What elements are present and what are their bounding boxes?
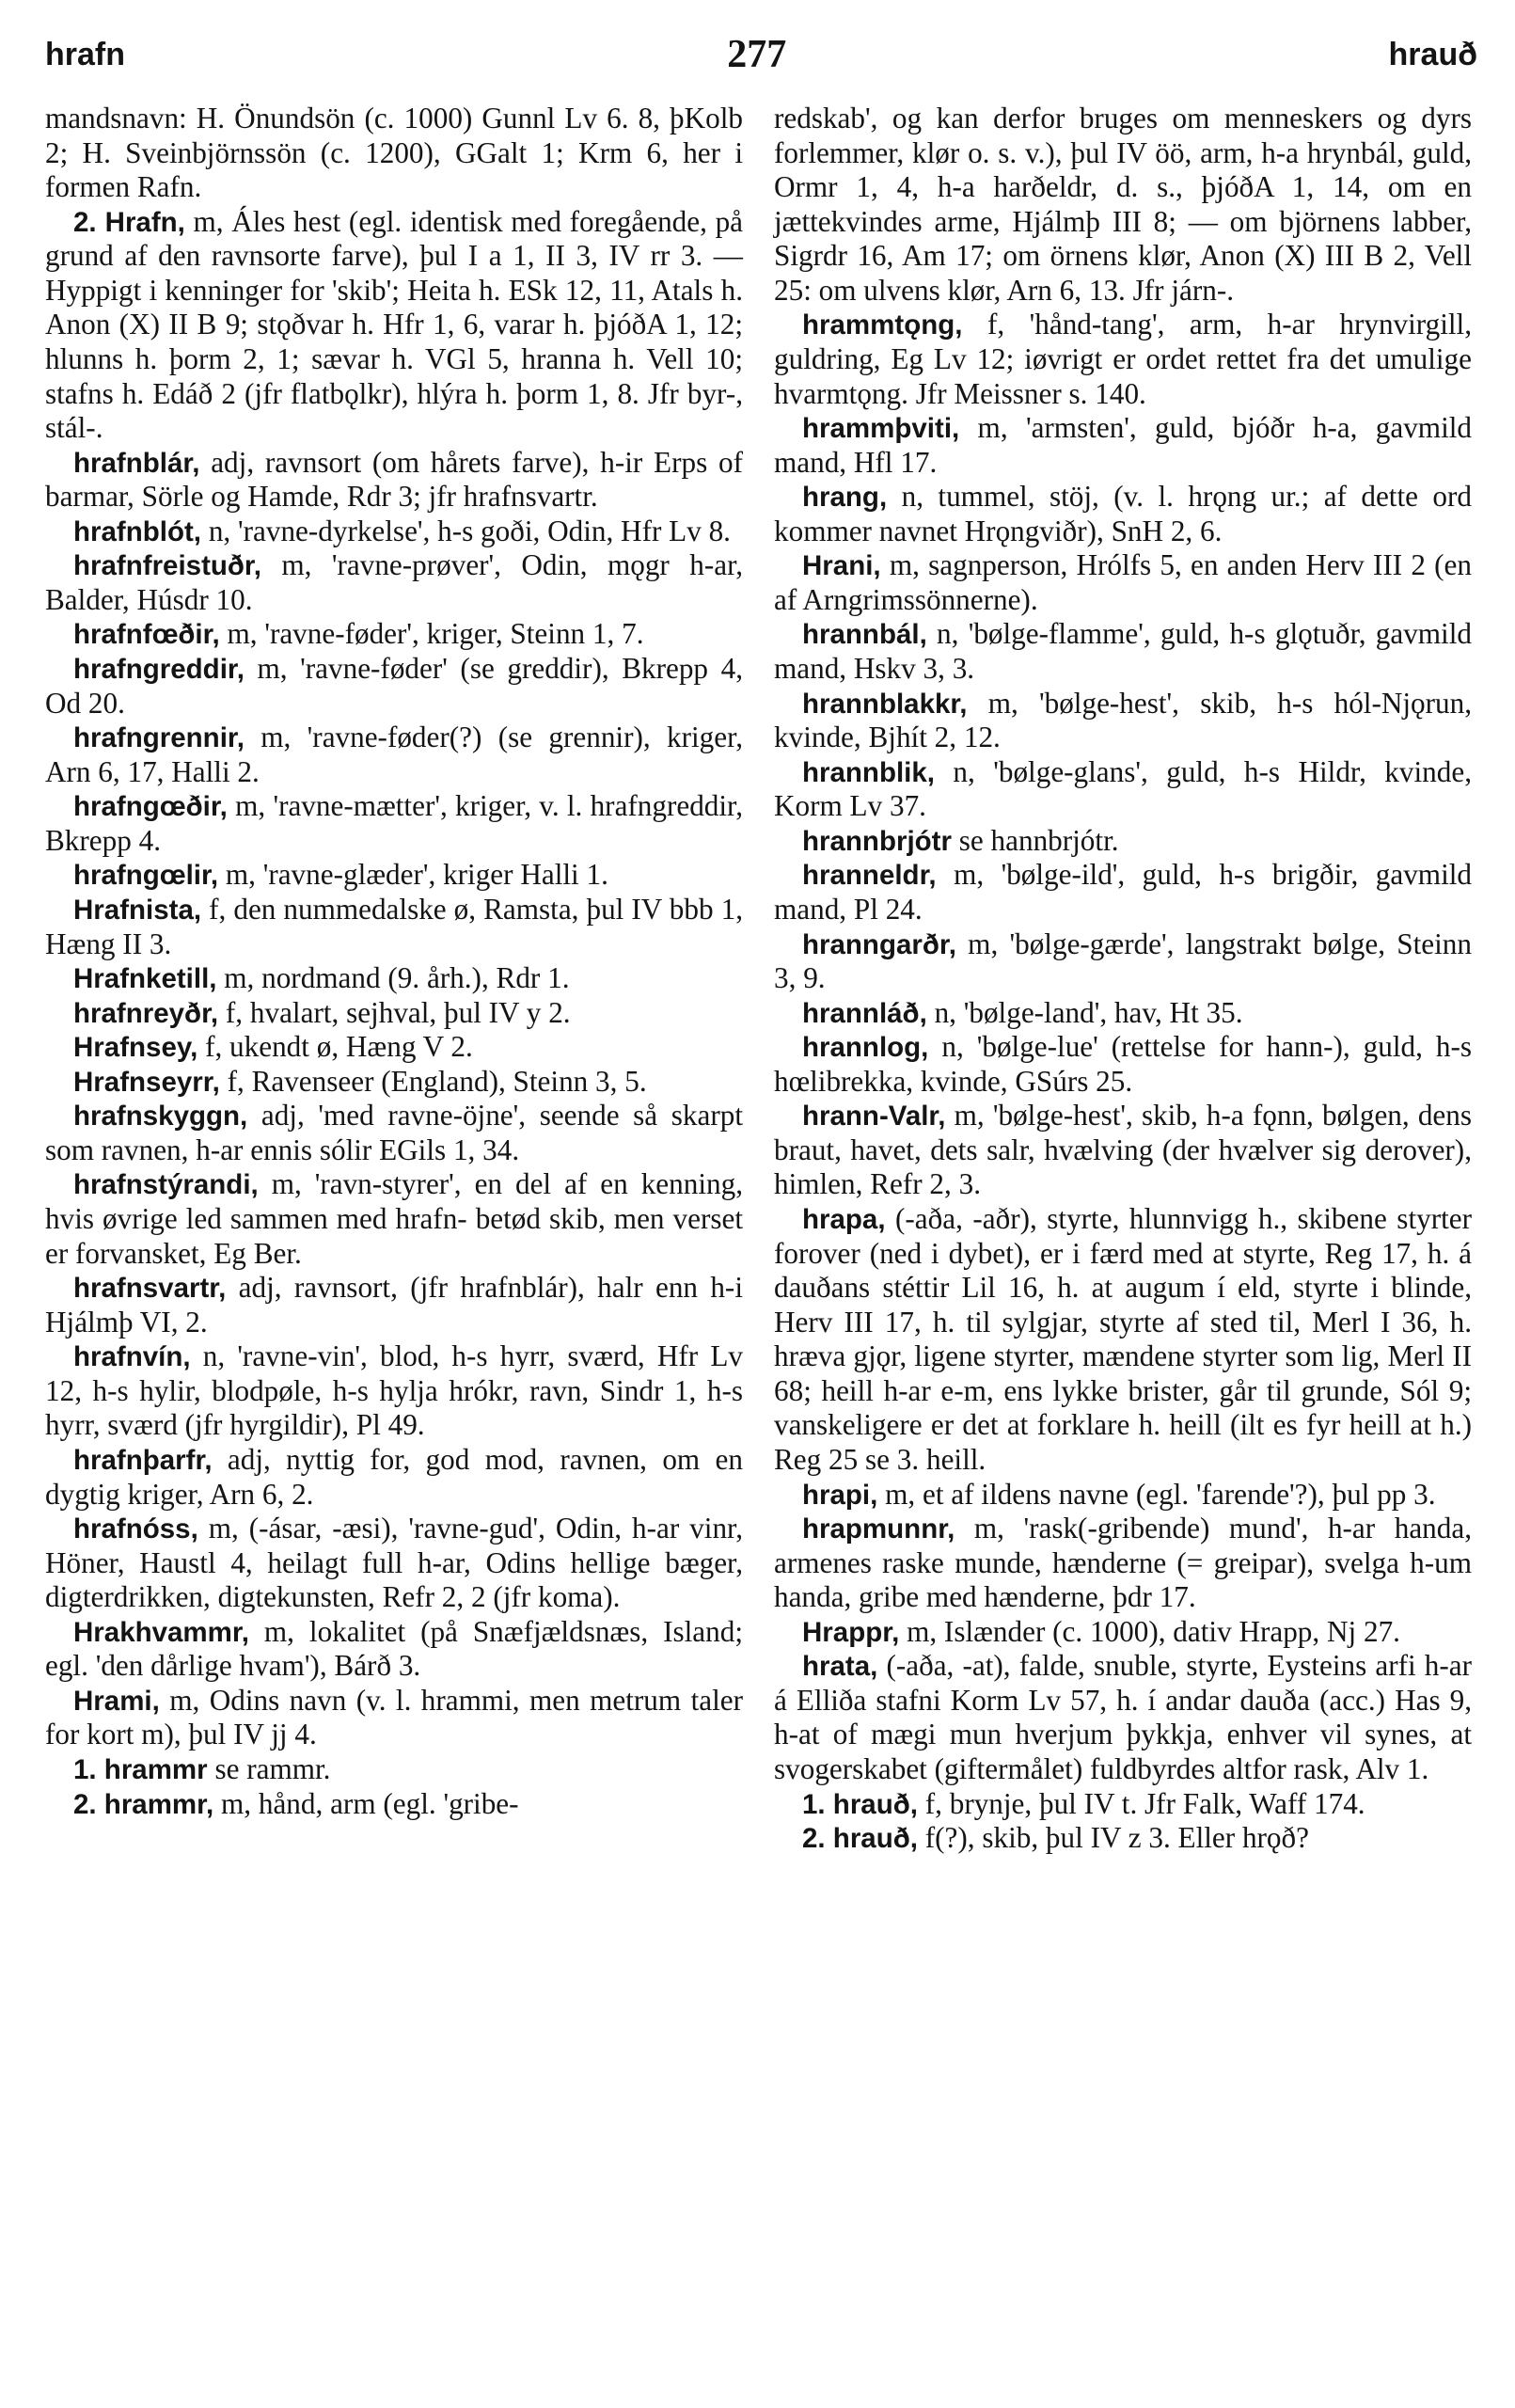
entry-text: adj, ravnsort (om hårets farve), h-ir Erps of barmar, Sörle og Hamde, Rdr 3; jfr hrafnsvartr. [45,445,743,514]
left-column [45,102,743,2387]
entry-text: f(?), skib, þul IV z 3. Eller hrǫð? [917,1821,1309,1855]
dictionary-entry [45,858,743,893]
dictionary-entry [774,858,1472,927]
dictionary-entry [774,927,1472,996]
entry-headword: Hrani, [802,550,881,582]
dictionary-entry [45,893,743,961]
entry-text: m, 'ravne-glæder', kriger Halli 1. [218,858,608,892]
dictionary-entry [45,102,743,205]
entry-text: m, 'bølge-hest', skib, h-a fǫnn, bølgen, dens braut, havet, dets salr, hvælving (der hvælver sig derover), himlen, Refr 2, 3. [774,1099,1472,1201]
dictionary-entry [774,1821,1472,1856]
entry-text: m, 'bølge-gærde', langstrakt bølge, Steinn 3, 9. [774,927,1472,995]
entry-text: n, 'bølge-flamme', guld, h-s glǫtuðr, gavmild mand, Hskv 3, 3. [774,617,1472,685]
dictionary-entry [45,1787,743,1822]
dictionary-entry [774,480,1472,548]
dictionary-entry [45,1099,743,1167]
entry-text: se hannbrjótr. [951,823,1119,857]
entry-headword: hrammþviti, [802,413,960,445]
entry-headword: hrannblakkr, [802,688,968,720]
entry-headword: hrafnsvartr, [73,1273,227,1305]
dictionary-entry [774,996,1472,1031]
dictionary-entry [774,1615,1472,1650]
entry-headword: hrapmunnr, [802,1513,955,1545]
entry-text: m, 'ravne-føder' (se greddir), Bkrepp 4, Od 20. [45,652,743,720]
entry-text: f, Ravenseer (England), Steinn 3, 5. [219,1064,647,1098]
dictionary-entry [774,1478,1472,1513]
entry-text: f, 'hånd-tang', arm, h-ar hrynvirgill, guldring, Eg Lv 12; iøvrigt er ordet rettet fra det umulige hvarmtǫng. Jfr Meissner s. 140. [774,308,1472,410]
entry-headword: 1. hrauð, [802,1788,918,1820]
dictionary-entry [45,1167,743,1271]
dictionary-entry [45,1443,743,1512]
dictionary-entry [45,961,743,996]
dictionary-entry [774,1512,1472,1615]
entry-text: (-aða, -at), falde, snuble, styrte, Eysteins arfi h-ar á Elliða stafni Korm Lv 57, h. í andar dauða (acc.) Has 9, h-at of mægi mun hverjum þykkja, enhver vil synes, at svogerskabet (giftermålet) fuldbyrdes altfor rask, Alv 1. [774,1649,1472,1785]
entry-headword: hrafnskyggn, [73,1101,248,1133]
dictionary-entry [774,411,1472,480]
entry-text: f, ukendt ø, Hæng V 2. [197,1030,473,1064]
dictionary-entry [774,102,1472,308]
entry-text: m, 'bølge-hest', skib, h-s hól-Njǫrun, kvinde, Bjhít 2, 12. [774,686,1472,754]
dictionary-entry [45,1271,743,1339]
entry-text: adj, 'med ravne-öjne', seende så skarpt som ravnen, h-ar ennis sólir EGils 1, 34. [45,1099,743,1166]
dictionary-entry [774,824,1472,859]
entry-headword: hrafnóss, [73,1513,198,1545]
entry-text: m, 'bølge-ild', guld, h-s brigðir, gavmild mand, Pl 24. [774,858,1472,926]
entry-headword: hrafnfreistuðr, [73,550,261,582]
entry-text: adj, nyttig for, god mod, ravnen, om en dygtig kriger, Arn 6, 2. [45,1442,743,1511]
entry-headword: 2. hrauð, [802,1823,918,1855]
dictionary-entry [45,1615,743,1684]
entry-headword: hrafngrennir, [73,722,245,754]
dictionary-entry [774,1030,1472,1099]
entry-text: n, tummel, stöj, (v. l. hrǫng ur.; af dette ord kommer navnet Hrǫngviðr), SnH 2, 6. [774,480,1472,547]
dictionary-entry [45,617,743,652]
dictionary-entry [774,1202,1472,1478]
entry-text: mandsnavn: H. Önundsön (c. 1000) Gunnl Lv 6. 8, þKolb 2; H. Sveinbjörnssön (c. 1200), GGalt 1; Krm 6, her i formen Rafn. [45,102,743,204]
entry-text: m, Islænder (c. 1000), dativ Hrapp, Nj 27. [899,1614,1400,1648]
entry-text: redskab', og kan derfor bruges om menneskers og dyrs forlemmer, klør o. s. v.), þul IV öö, arm, h-a hrynbál, guld, Ormr 1, 4, h-a harðeldr, d. s., þjóðA 1, 14, om en jættekvindes arme, Hjálmþ III 8; — om björnens labber, Sigrdr 16, Am 17; om örnens klør, Anon (X) III B 2, Vell 25: om ulvens klør, Arn 6, 13. Jfr járn-. [774,102,1472,307]
entry-text: m, et af ildens navne (egl. 'farende'?), þul pp 3. [877,1477,1436,1511]
entry-headword: Hrappr, [802,1616,900,1648]
dictionary-entry [45,1752,743,1787]
entry-text: f, brynje, þul IV t. Jfr Falk, Waff 174. [917,1786,1365,1820]
entry-text: f, den nummedalske ø, Ramsta, þul IV bbb 1, Hæng II 3. [45,892,743,960]
entry-headword: hrang, [802,482,888,514]
entry-headword: 1. hrammr [73,1754,208,1785]
page-header [45,26,1477,83]
entry-headword: hrafnblár, [73,447,200,479]
entry-headword: Hrakhvammr, [73,1616,249,1648]
entry-headword: hrafnstýrandi, [73,1169,259,1201]
entry-text: m, nordmand (9. årh.), Rdr 1. [216,961,570,995]
dictionary-entry [45,1065,743,1100]
entry-text: m, 'ravne-føder', kriger, Steinn 1, 7. [219,617,644,651]
entry-headword: Hrafnseyrr, [73,1066,220,1098]
entry-text: m, 'ravne-mætter', kriger, v. l. hrafngreddir, Bkrepp 4. [45,789,743,857]
entry-headword: hranneldr, [802,860,937,892]
right-running-headword: hrauð [1388,36,1477,72]
page-number: 277 [727,33,787,76]
dictionary-entry [774,1099,1472,1202]
dictionary-entry [45,446,743,515]
dictionary-entry [45,205,743,446]
dictionary-entry [774,308,1472,411]
dictionary-entry [45,721,743,789]
entry-headword: hrafnreyðr, [73,997,219,1029]
entry-text: m, Áles hest (egl. identisk med foregående, på grund af den ravnsorte farve), þul I a 1, II 3, IV rr 3. — Hyppigt i kenninger for 'skib'; Heita h. ESk 12, 11, Atals h. Anon (X) II B 9; stǫðvar h. Hfr 1, 6, varar h. þjóðA 1, 12; hlunns h. þorm 2, 1; sævar h. VGl 5, hranna h. Vell 10; stafns h. Edáð 2 (jfr flatbǫlkr), hlýra h. þorm 1, 8. Jfr byr-, stál-. [45,204,744,445]
entry-text: f, hvalart, sejhval, þul IV y 2. [218,995,571,1029]
entry-headword: hranngarðr, [802,928,956,960]
entry-headword: hrammtǫng, [802,309,963,341]
entry-headword: Hrafnsey, [73,1032,198,1064]
entry-headword: 2. hrammr, [73,1788,214,1820]
entry-text: n, 'ravne-dyrkelse', h-s goði, Odin, Hfr Lv 8. [201,514,731,547]
dictionary-entry [45,996,743,1031]
entry-text: m, 'ravn-styrer', en del af en kenning, hvis øvrige led sammen med hrafn- betød skib, men verset er forvansket, Eg Ber. [45,1167,743,1270]
dictionary-entry [774,755,1472,824]
dictionary-entry [774,687,1472,755]
entry-headword: hrannblik, [802,756,935,788]
entry-text: se rammr. [207,1752,331,1785]
entry-text: m, Odins navn (v. l. hrammi, men metrum taler for kort m), þul IV jj 4. [45,1683,743,1751]
entry-text: m, 'armsten', guld, bjóðr h-a, gavmild mand, Hfl 17. [774,411,1472,479]
entry-text: m, 'ravne-prøver', Odin, mǫgr h-ar, Balder, Húsdr 10. [45,548,743,616]
entry-text: adj, ravnsort, (jfr hrafnblár), halr enn h-i Hjálmþ VI, 2. [45,1271,743,1339]
left-running-headword: hrafn [45,36,125,72]
entry-headword: hrata, [802,1651,878,1683]
right-column [774,102,1472,2387]
entry-text: m, sagnperson, Hrólfs 5, en anden Herv III 2 (en af Arngrimssönnerne). [774,548,1472,616]
entry-headword: Hrami, [73,1685,160,1717]
entry-text: n, 'ravne-vin', blod, h-s hyrr, sværd, Hfr Lv 12, h-s hylir, blodpøle, h-s hylja hrókr, ravn, Sindr 1, h-s hyrr, sværd (jfr hyrgildir), Pl 49. [45,1339,743,1442]
dictionary-entry [774,617,1472,686]
entry-headword: hrannbál, [802,619,927,651]
entry-text: m, 'rask(-gribende) mund', h-ar handa, armenes raske munde, hænderne (= greipar), svelga h-um handa, gribe med hænderne, þdr 17. [774,1512,1472,1614]
dictionary-entry [774,1649,1472,1786]
entry-headword: hrafngœlir, [73,860,219,892]
dictionary-entry [45,1684,743,1752]
dictionary-entry [774,1787,1472,1822]
entry-headword: Hrafnista, [73,894,202,926]
entry-text: m, 'ravne-føder(?) (se grennir), kriger, Arn 6, 17, Halli 2. [45,721,743,788]
entry-text: n, 'bølge-lue' (rettelse for hann-), guld, h-s hœlibrekka, kvinde, GSúrs 25. [774,1030,1472,1098]
entry-headword: hrafngœðir, [73,791,228,823]
entry-headword: hrapa, [802,1204,886,1235]
dictionary-entry [45,652,743,721]
entry-headword: hrannbrjótr [802,825,952,857]
dictionary-entry [45,1512,743,1615]
entry-text: m, (-ásar, -æsi), 'ravne-gud', Odin, h-ar vinr, Höner, Haustl 4, heilagt full h-ar, Odins hellige bæger, digterdrikken, digtekunsten, Refr 2, 2 (jfr koma). [45,1512,743,1614]
dictionary-entry [45,1339,743,1443]
entry-text: n, 'bølge-land', hav, Ht 35. [926,995,1243,1029]
dictionary-entry [45,548,743,617]
entry-headword: hrapi, [802,1479,878,1511]
entry-text: (-aða, -aðr), styrte, hlunnvigg h., skibene styrter forover (ned i dybet), er i færd med at styrte, Reg 17, h. á dauðans stéttir Lil 16, h. at augum í eld, styrte i blinde, Herv III 17, h. til sylgjar, styrte af sted til, Merl I 36, h. hræva gjǫr, ligene styrter, mændene styrter som lig, Merl II 68; heill h-ar e-m, ens lykke brister, går til grunde, Sól 9; vanskeligere er det at forklare h. heill (ilt es fyr heill at h.) Reg 25 se 3. heill. [774,1202,1472,1476]
entry-headword: hrafnþarfr, [73,1444,213,1476]
entry-headword: hrannlog, [802,1032,929,1064]
dictionary-entry [45,789,743,858]
entry-text: m, lokalitet (på Snæfjældsnæs, Island; egl. 'den dårlige hvam'), Bárð 3. [45,1614,743,1683]
dictionary-entry [45,1030,743,1065]
entry-text: m, hånd, arm (egl. 'gribe- [213,1786,519,1820]
entry-headword: hrann-Valr, [802,1101,946,1133]
entry-headword: 2. Hrafn, [73,206,185,238]
entry-headword: hrannláð, [802,997,927,1029]
entry-headword: hrafnvín, [73,1341,191,1373]
dictionary-entry [45,515,743,549]
dictionary-entry [774,548,1472,617]
entry-headword: hrafnblót, [73,515,202,547]
entry-text: n, 'bølge-glans', guld, h-s Hildr, kvinde, Korm Lv 37. [774,754,1472,823]
entry-headword: Hrafnketill, [73,963,217,995]
entry-headword: hrafnfœðir, [73,619,220,651]
entry-headword: hrafngreddir, [73,654,245,685]
